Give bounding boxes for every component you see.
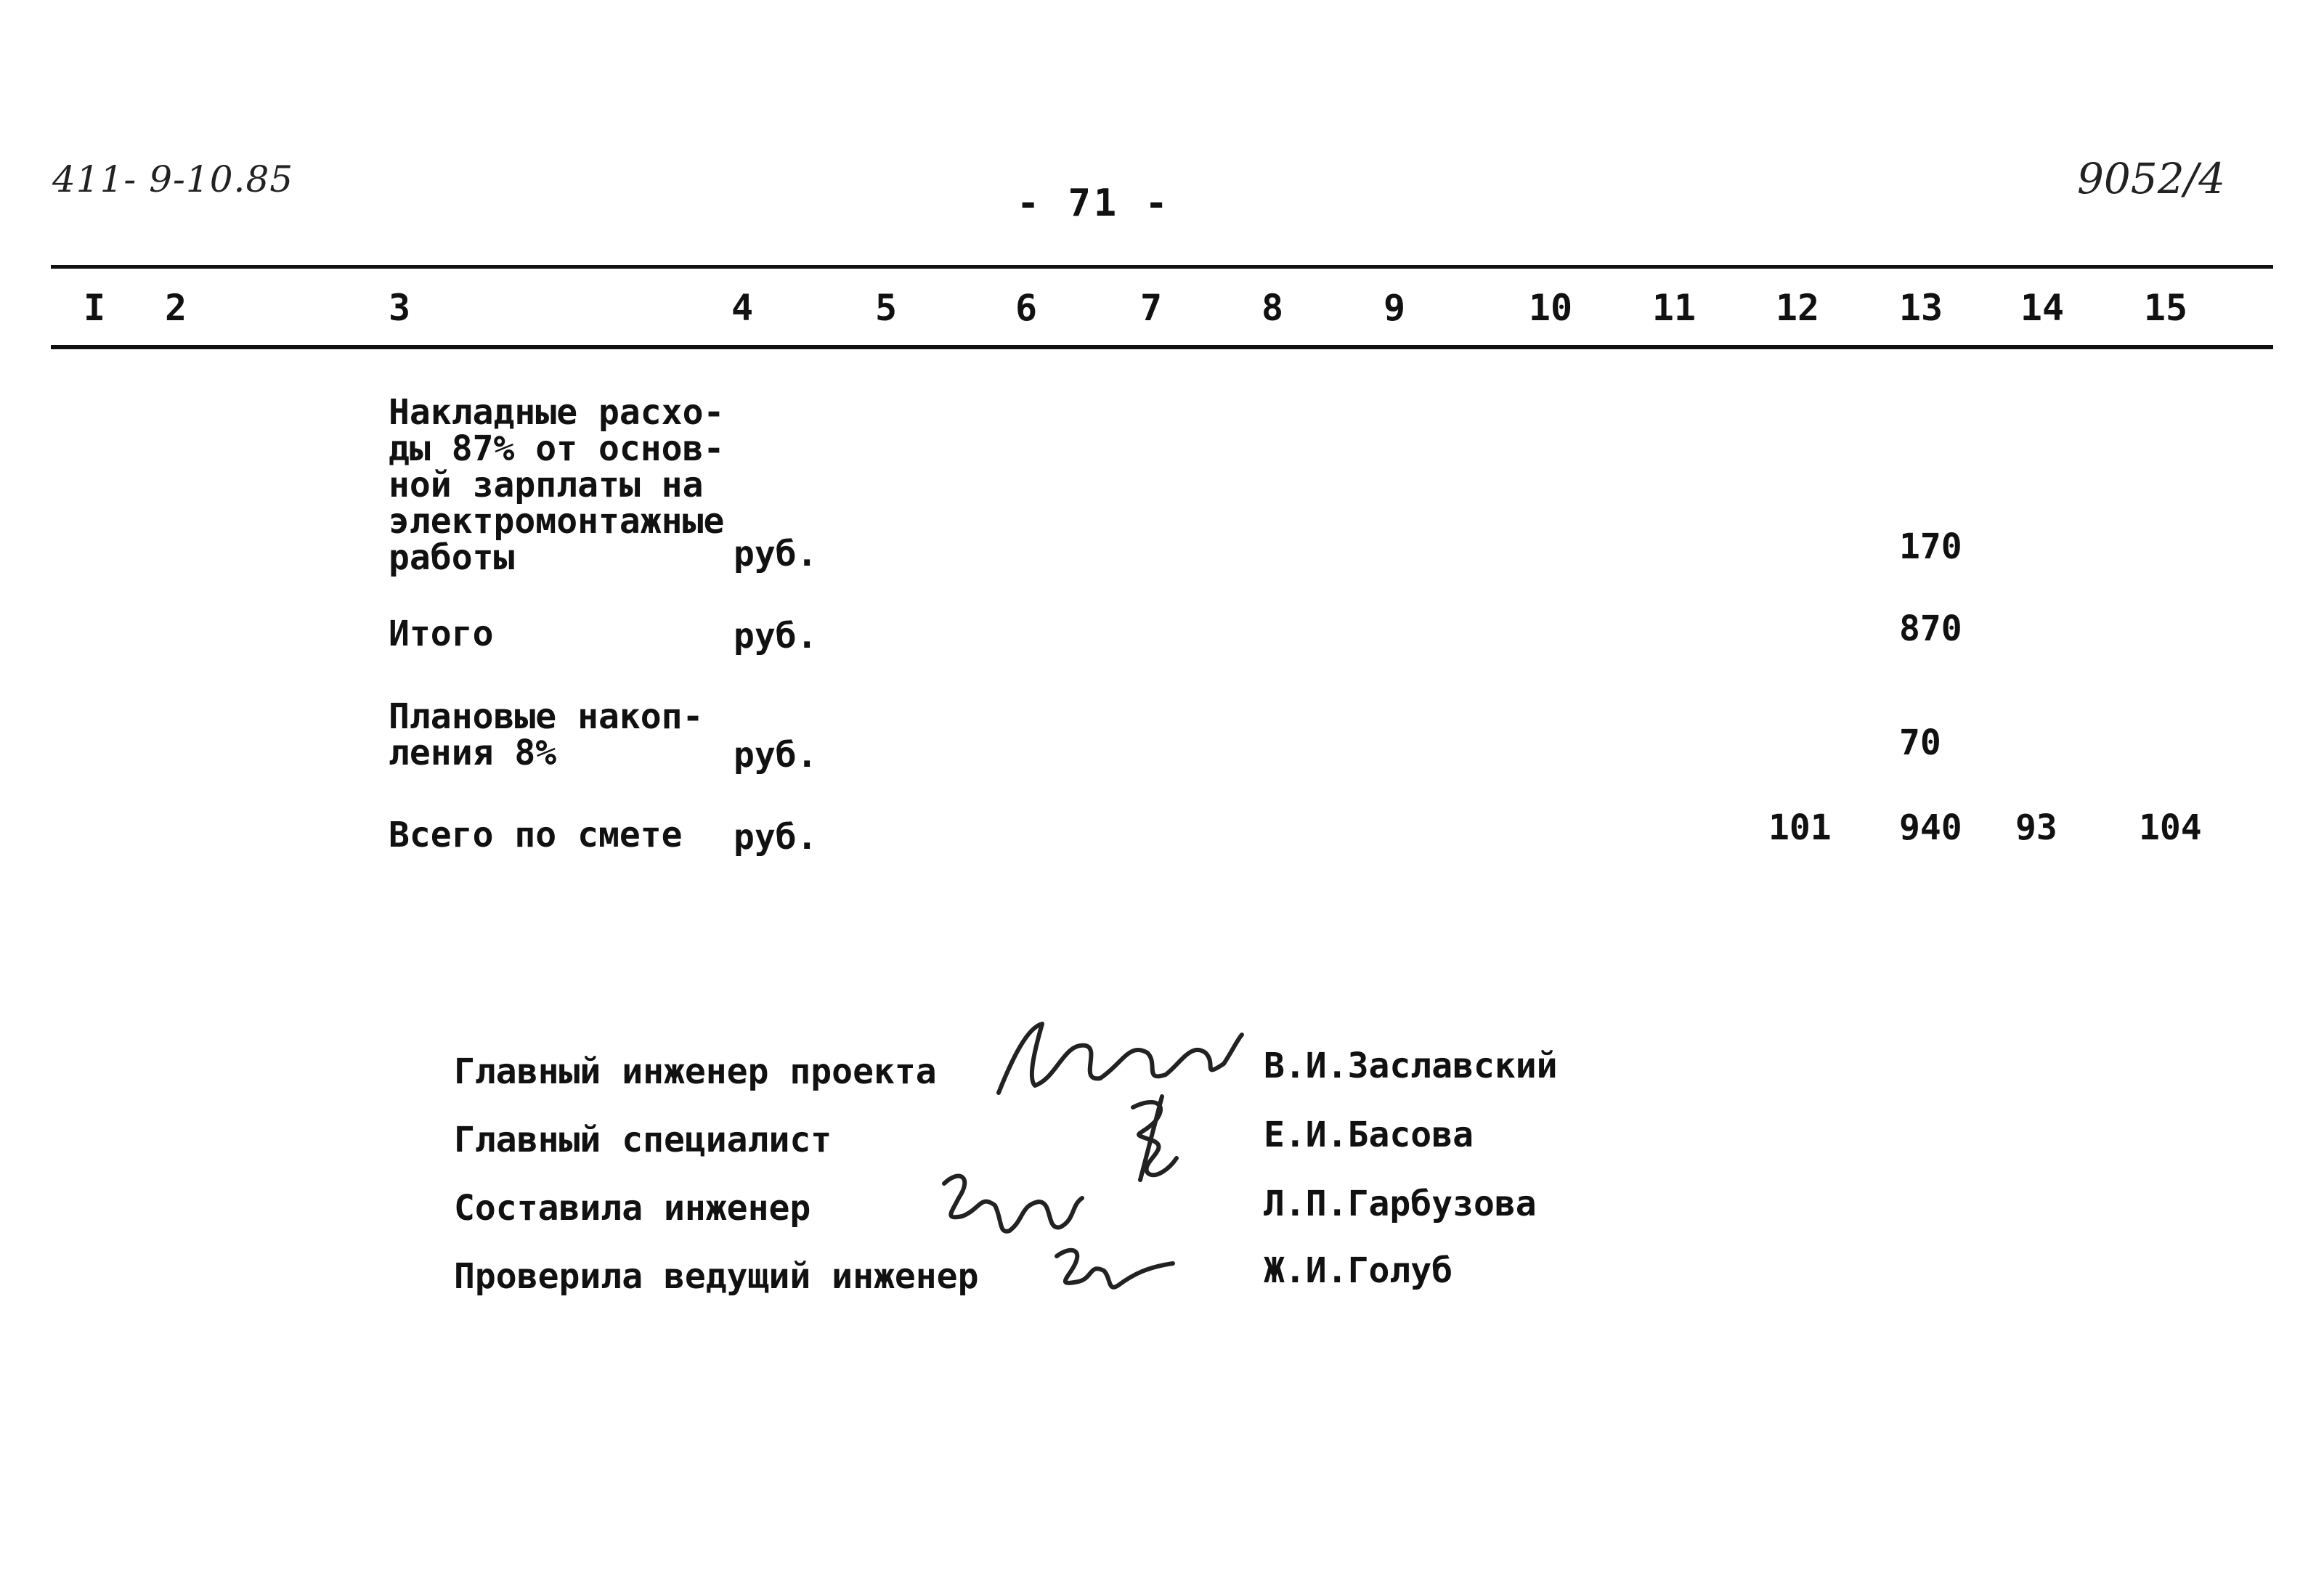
- value-col13: 170: [1899, 526, 1962, 567]
- document-number: 9052/4: [2077, 154, 2226, 203]
- signatory-title: Проверила ведущий инженер: [454, 1256, 979, 1297]
- column-number: 3: [388, 287, 411, 329]
- item-unit: руб.: [734, 534, 818, 574]
- item-description: Накладные расхо- ды 87% от основ- ной зарплаты на электромонтажные работы: [389, 392, 725, 578]
- value-col13: 870: [1899, 608, 1962, 649]
- item-unit: руб.: [734, 817, 818, 858]
- value-col13: 940: [1899, 807, 1962, 848]
- column-number: 2: [164, 287, 187, 329]
- signatory-name: Ж.И.Голуб: [1264, 1250, 1453, 1291]
- item-description: Итого: [389, 614, 494, 654]
- column-number: 9: [1383, 287, 1406, 329]
- signatory-name: Л.П.Гарбузова: [1264, 1184, 1537, 1224]
- value-col12: 101: [1768, 807, 1832, 848]
- column-number: 4: [731, 287, 754, 329]
- column-number: 14: [2020, 287, 2065, 329]
- column-number: 11: [1651, 287, 1697, 329]
- header-rule-bottom: [51, 345, 2273, 349]
- page-number: - 71 -: [1017, 182, 1171, 225]
- header-rule-top: [51, 265, 2273, 269]
- item-description: Плановые накоп- ления 8%: [389, 696, 704, 773]
- column-number: 7: [1139, 287, 1163, 329]
- value-col14: 93: [2015, 807, 2057, 848]
- handwritten-signature: [1046, 1234, 1177, 1307]
- item-unit: руб.: [734, 616, 818, 656]
- value-col15: 104: [2139, 807, 2202, 848]
- column-number: 12: [1775, 287, 1820, 329]
- signatory-title: Главный специалист: [454, 1120, 832, 1160]
- signatory-name: В.И.Заславский: [1264, 1046, 1558, 1086]
- handwritten-signature: [1111, 1089, 1191, 1184]
- column-number: 5: [874, 287, 898, 329]
- item-description: Всего по смете: [389, 815, 683, 855]
- document-code: 411- 9-10.85: [52, 158, 294, 200]
- signatory-title: Составила инженер: [454, 1188, 811, 1229]
- value-col13: 70: [1899, 722, 1941, 763]
- column-number: 6: [1015, 287, 1038, 329]
- column-number: 10: [1528, 287, 1573, 329]
- signatory-title: Главный инженер проекта: [454, 1051, 937, 1092]
- column-number: I: [83, 287, 106, 329]
- item-unit: руб.: [734, 735, 818, 775]
- column-number: 8: [1261, 287, 1284, 329]
- column-number: 13: [1898, 287, 1943, 329]
- signatory-name: Е.И.Басова: [1264, 1115, 1474, 1155]
- column-number: 15: [2143, 287, 2188, 329]
